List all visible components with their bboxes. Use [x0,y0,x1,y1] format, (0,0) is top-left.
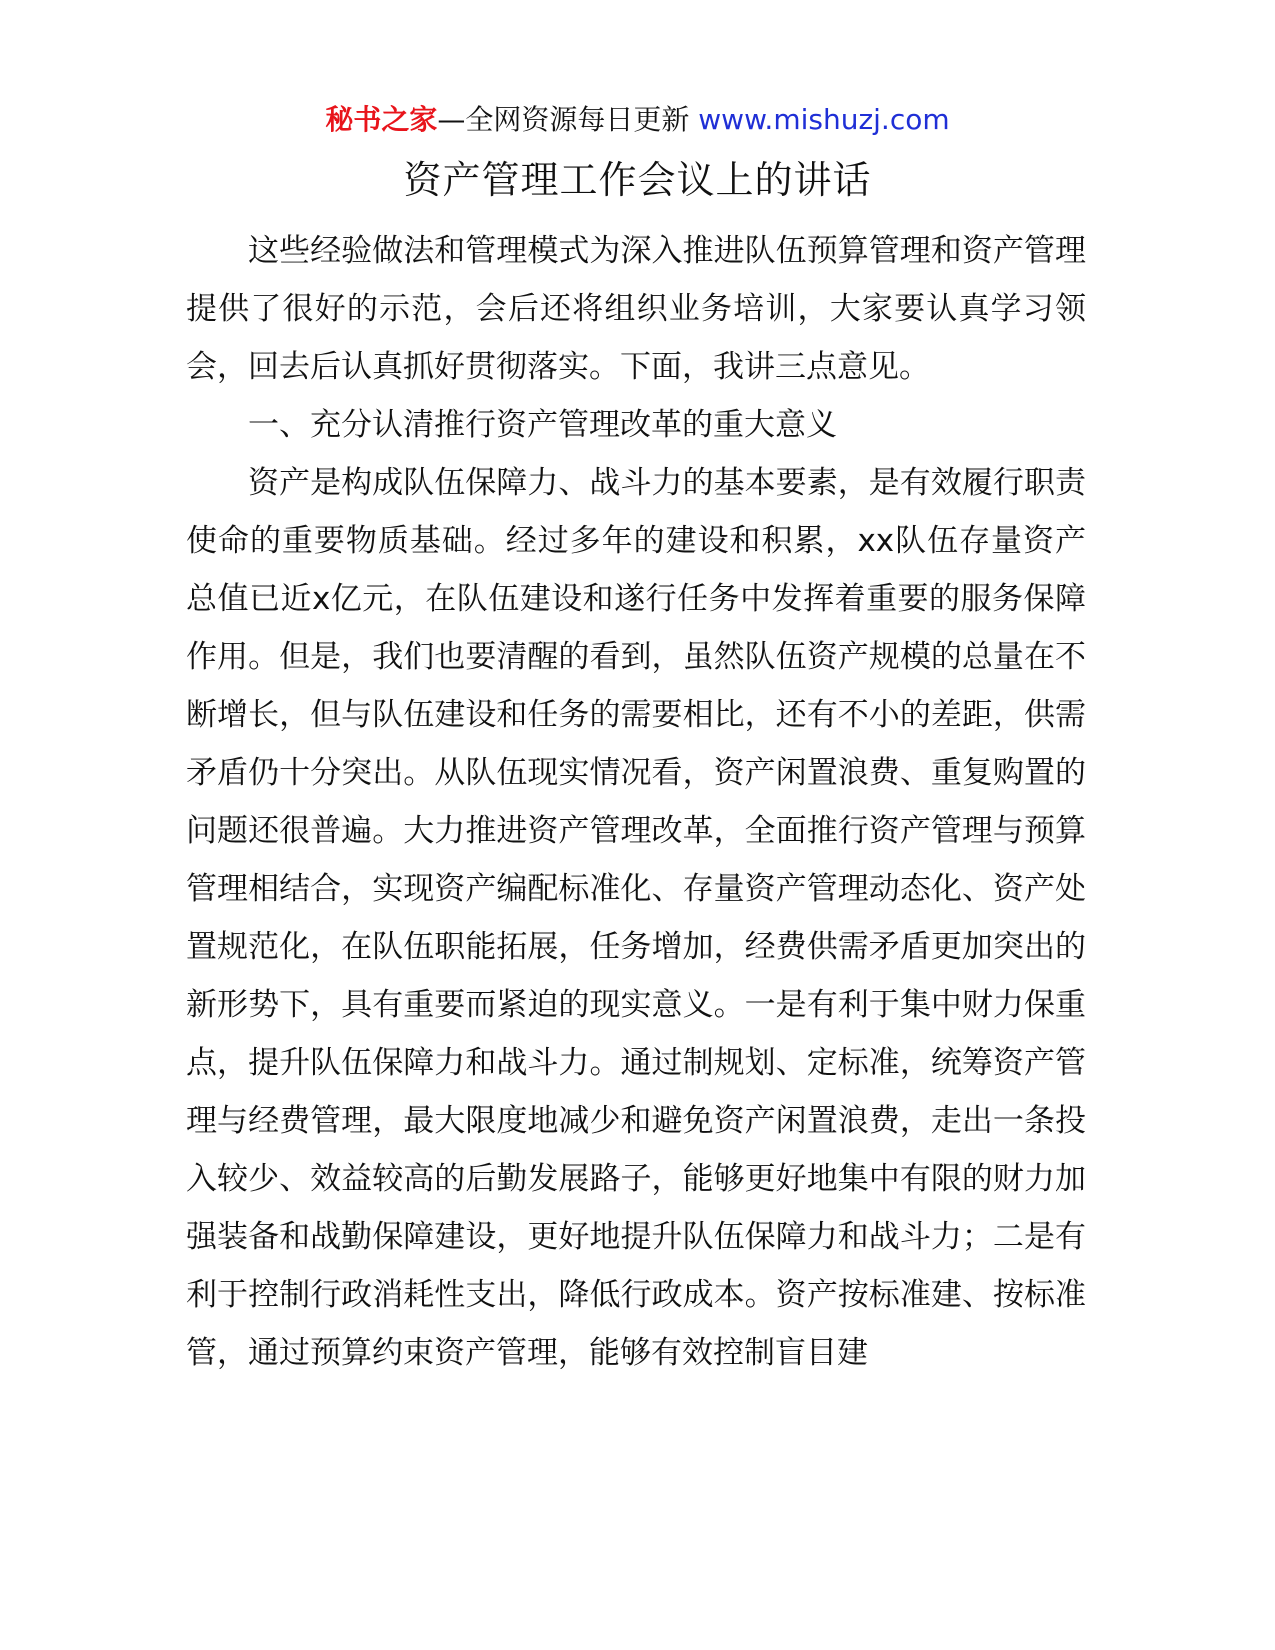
intro-paragraph: 这些经验做法和管理模式为深入推进队伍预算管理和资产管理提供了很好的示范，会后还将组织业务培训，大家要认真学习领会，回去后认真抓好贯彻落实。下面，我讲三点意见。 [186,233,1086,385]
site-header [0,100,1275,140]
section-1-paragraph: 资产是构成队伍保障力、战斗力的基本要素，是有效履行职责使命的重要物质基础。经过多年的建设和积累，xx队伍存量资产总值已近x亿元，在队伍建设和遂行任务中发挥着重要的服务保障作用。但是，我们也要清醒的看到，虽然队伍资产规模的总量在不断增长，但与队伍建设和任务的需要相比，还有不小的差距，供需矛盾仍十分突出。从队伍现实情况看，资产闲置浪费、重复购置的问题还很普遍。大力推进资产管理改革，全面推行资产管理与预算管理相结合，实现资产编配标准化、存量资产管理动态化、资产处置规范化，在队伍职能拓展，任务增加，经费供需矛盾更加突出的新形势下，具有重要而紧迫的现实意义。一是有利于集中财力保重点，提升队伍保障力和战斗力。通过制规划、定标准，统筹资产管理与经费管理，最大限度地减少和避免资产闲置浪费，走出一条投入较少、效益较高的后勤发展路子，能够更好地集中有限的财力加强装备和战勤保障建设，更好地提升队伍保障力和战斗力；二是有利于控制行政消耗性支出，降低行政成本。资产按标准建、按标准管，通过预算约束资产管理，能够有效控制盲目建 [186,465,1086,1371]
section-1-heading: 一、充分认清推行资产管理改革的重大意义 [248,407,837,443]
site-slogan: —全网资源每日更新 [437,103,699,136]
site-brand: 秘书之家 [325,103,438,136]
site-url-link[interactable]: www.mishuzj.com [698,103,950,136]
document-title: 资产管理工作会议上的讲话 [403,158,872,202]
document-body [186,222,1086,1382]
